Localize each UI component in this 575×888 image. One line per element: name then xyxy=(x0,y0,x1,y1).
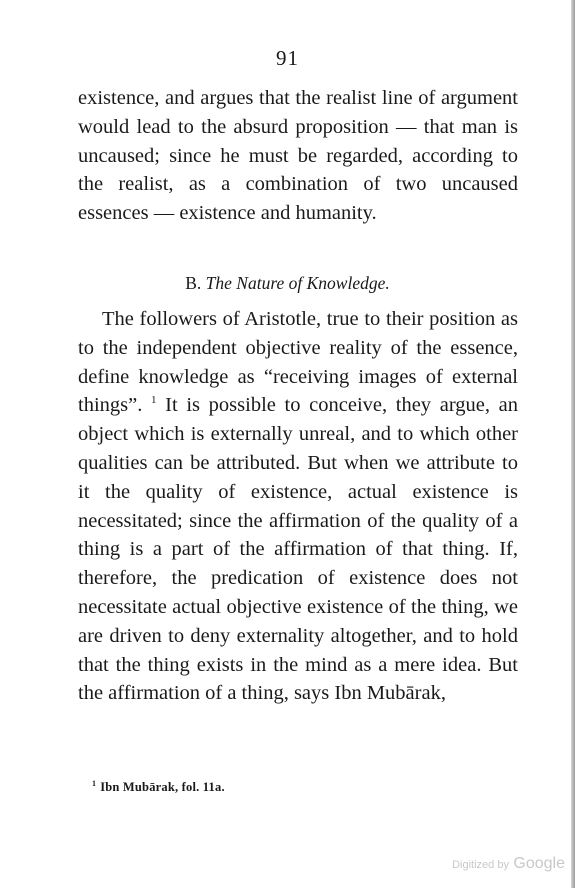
google-logo-text: Google xyxy=(513,855,565,872)
section-heading xyxy=(0,271,575,295)
paragraph-continued: existence, and argues that the realist line of argument would lead to the absurd proposition — that man is uncaused; since he must be regarded, according to the realist, as a combination of two uncaused essences — existence and humanity. xyxy=(78,87,518,225)
footnote-reference: 1 xyxy=(151,394,157,407)
footnote-text: Ibn Mubārak, fol. 11a. xyxy=(100,780,225,794)
paragraph-text-part2: It is possible to conceive, they argue, an object which is externally unreal, and to which other qualities can be attributed. But when we attribute to it the quality of existence, actual existence is necessitated; since the affirmation of the quality of a thing is a part of the affirmation of that thing. If, therefore, the predication of existence does not necessitate actual objective existence of the thing, we are driven to deny externality altogether, and to hold that the thing exists in the mind as a mere idea. But the affirmation of a thing, says Ibn Mubārak, xyxy=(78,394,519,705)
paragraph-body xyxy=(78,305,518,708)
page-number: 91 xyxy=(276,46,299,70)
footnote-marker: 1 xyxy=(92,778,97,788)
page-edge xyxy=(571,0,575,888)
digitized-watermark xyxy=(452,855,565,873)
watermark-prefix: Digitized by xyxy=(452,859,509,871)
section-label: B. xyxy=(185,273,202,293)
footnote xyxy=(92,780,225,795)
section-title: The Nature of Knowledge. xyxy=(205,273,390,293)
paragraph-text-part1: The followers of Aristotle, true to their position as to the independent objective reality of the essence, define knowledge as “receiving images of external things”. xyxy=(78,308,518,417)
